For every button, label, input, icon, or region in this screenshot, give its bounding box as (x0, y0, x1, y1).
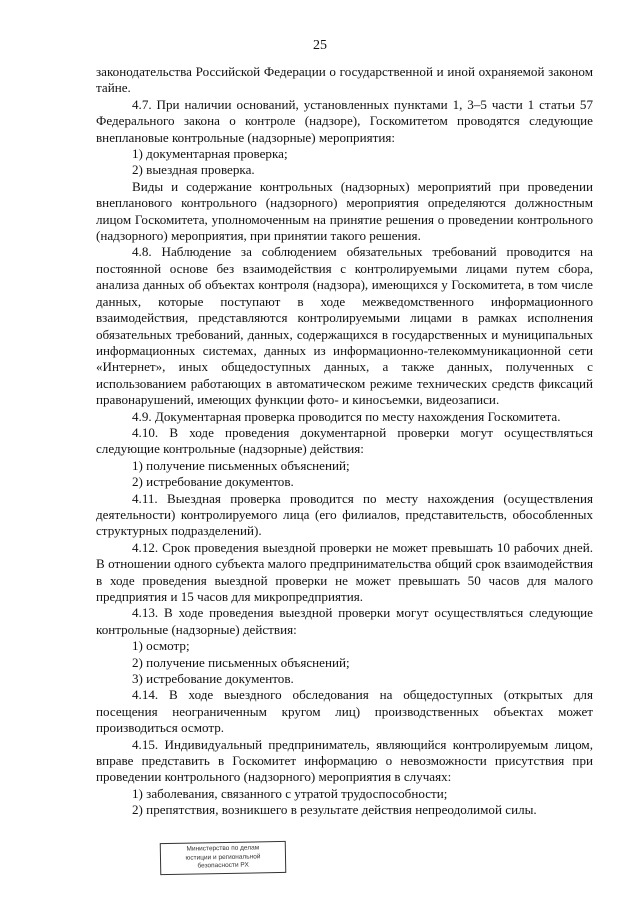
paragraph: 1) заболевания, связанного с утратой трудоспособности; (132, 785, 448, 801)
page-number: 25 (313, 38, 327, 53)
paragraph: 4.13. В ходе проведения выездной проверки могут осуществляться следующие контрольные (надзорные) действия: (96, 605, 593, 637)
document-body (96, 64, 593, 819)
paragraph: 1) осмотр; (132, 638, 190, 654)
paragraph: 4.15. Индивидуальный предприниматель, являющийся контролируемым лицом, вправе представить в Госкомитет информацию о невозможности присутствия при проведении контрольного (надзорного) мероприятия в случаях: (96, 736, 593, 785)
paragraph: законодательства Российской Федерации о государственной и иной охраняемой законом тайне. (96, 64, 593, 96)
paragraph: 2) выездная проверка. (132, 162, 255, 178)
paragraph: 4.14. В ходе выездного обследования на общедоступных (открытых для посещения неограниченным кругом лиц) производственных объектах может производиться осмотр. (96, 687, 593, 736)
paragraph: 4.9. Документарная проверка проводится по месту нахождения Госкомитета. (132, 408, 561, 424)
paragraph: 4.10. В ходе проведения документарной проверки могут осуществляться следующие контрольные (надзорные) действия: (96, 424, 593, 457)
stamp-line: безопасности РХ (197, 861, 249, 870)
paragraph: 4.8. Наблюдение за соблюдением обязательных требований проводится на постоянной основе без взаимодействия с контролируемыми лицами путем сбора, анализа данных об объектах контроля (надзора), имеющихся у Госкомитета, в том числе данных, которые поступают в ходе межведомственного информационного взаимодействия, представляются контролируемыми лицами в рамках исполнения обязательных требований, данных, содержащихся в государственных и муниципальных информационных системах, данных из информационно-телекоммуникационной сети «Интернет», иных общедоступных данных, а также данных, полученных с использованием работающих в автоматическом режиме технических средств фиксаций правонарушений, имеющих функции фото- и киносъемки, видеозаписи. (96, 244, 593, 408)
stamp-line: юстиции и региональной (185, 852, 261, 862)
paragraph: 1) документарная проверка; (132, 146, 288, 162)
paragraph: 1) получение письменных объяснений; (132, 457, 350, 473)
paragraph: 4.12. Срок проведения выездной проверки не может превышать 10 рабочих дней. В отношении одного субъекта малого предпринимательства общий срок взаимодействия в ходе проведения выездной проверки не может превышать 50 часов для малого предприятия и 15 часов для микропредприятия. (96, 539, 593, 604)
paragraph: 4.11. Выездная проверка проводится по месту нахождения (осуществления деятельности) контролируемого лица (его филиалов, представительств, обособленных структурных подразделений). (96, 490, 593, 539)
paragraph: 2) получение письменных объяснений; (132, 654, 350, 670)
registration-stamp (160, 841, 287, 875)
paragraph: Виды и содержание контрольных (надзорных) мероприятий при проведении внепланового контрольного (надзорного) мероприятия определяются должностным лицом Госкомитета, уполномоченным на принятие решения о проведении контрольного (надзорного) мероприятия, при принятии такого решения. (96, 178, 593, 244)
paragraph: 2) истребование документов. (132, 474, 294, 490)
paragraph: 3) истребование документов. (132, 671, 294, 687)
paragraph: 4.7. При наличии оснований, установленных пунктами 1, 3–5 части 1 статьи 57 Федерального закона о контроле (надзоре), Госкомитетом проводятся следующие внеплановые контрольные (надзорные) мероприятия: (96, 96, 593, 145)
stamp-line: Министерство по делам (186, 844, 260, 853)
paragraph: 2) препятствия, возникшего в результате действия непреодолимой силы. (132, 802, 537, 818)
